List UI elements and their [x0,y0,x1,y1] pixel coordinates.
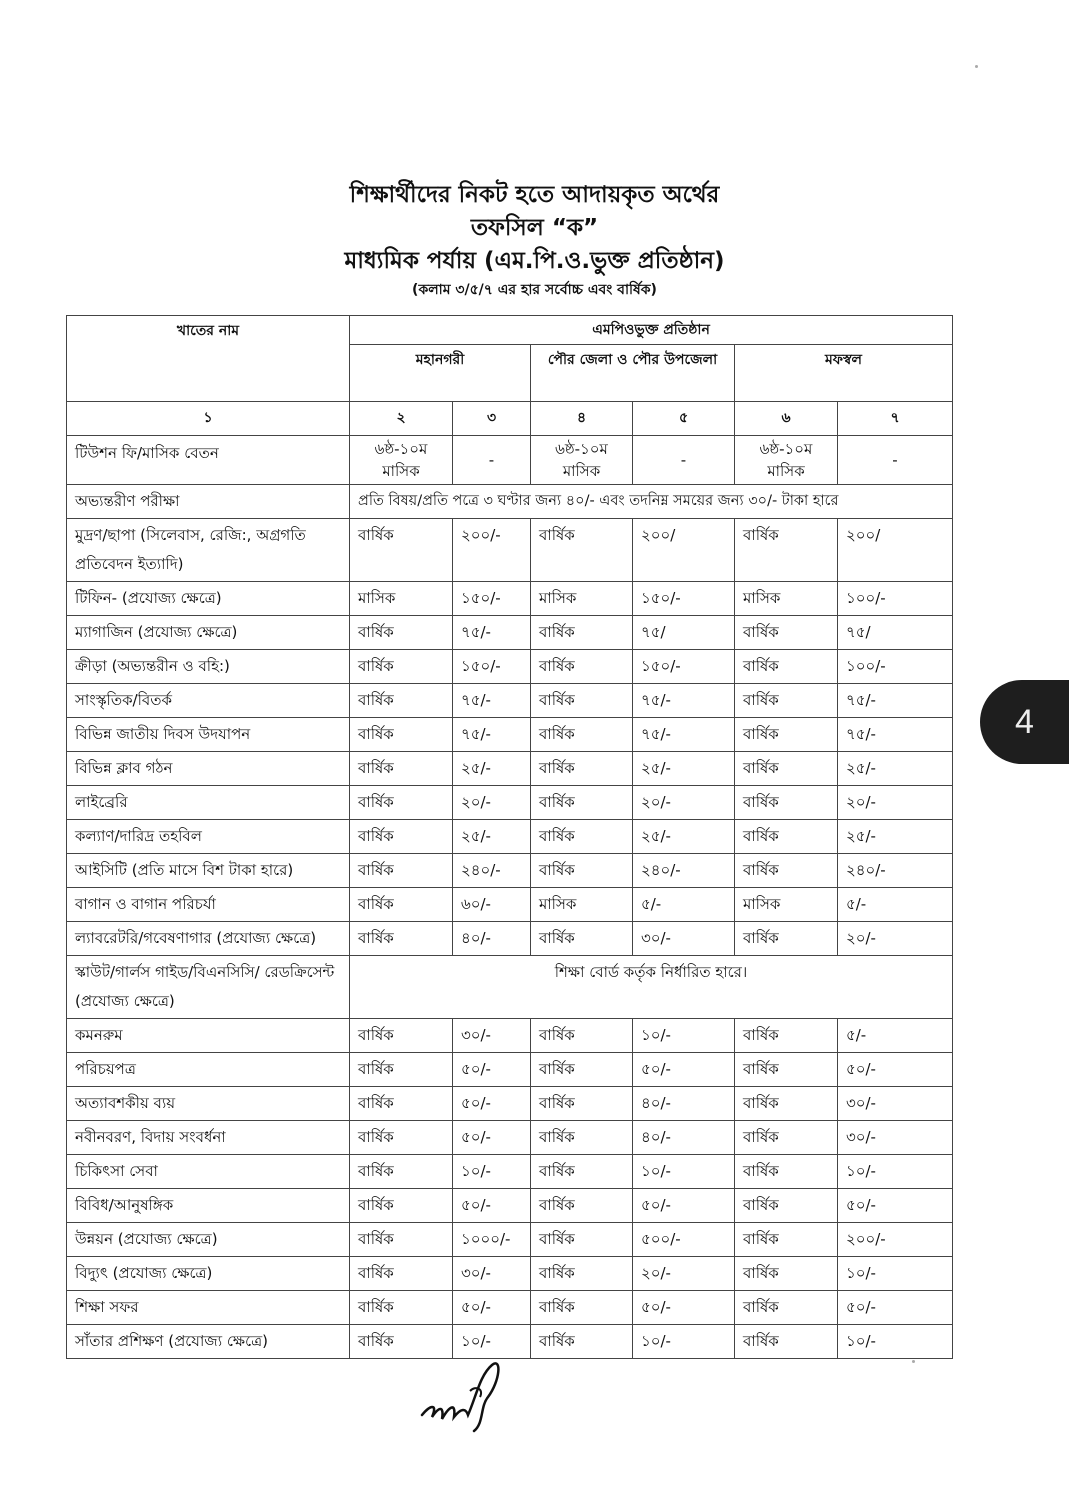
title-line-3: মাধ্যমিক পর্যায় (এম.পি.ও.ভুক্ত প্রতিষ্ঠান) [344,248,725,274]
item-name: উন্নয়ন (প্রযোজ্য ক্ষেত্রে) [67,1223,350,1257]
table-row [67,752,953,786]
frequency-cell: বার্ষিক [350,718,453,752]
table-row [67,1087,953,1121]
table-row [67,786,953,820]
title-line-1: শিক্ষার্থীদের নিকট হতে আদায়কৃত অর্থের [349,182,720,208]
table-row [67,1257,953,1291]
item-name: স্কাউট/গার্লস গাইড/বিএনসিসি/ রেডক্রিসেন্ট (প্রযোজ্য ক্ষেত্রে) [67,956,350,1019]
frequency-cell: বার্ষিক [531,922,633,956]
table-row [67,436,953,485]
header-mpo-institution: এমপিওভুক্ত প্রতিষ্ঠান [350,316,953,345]
subtitle: (কলাম ৩/৫/৭ এর হার সর্বোচ্চ এবং বার্ষিক) [412,282,657,298]
amount-cell: ১০/- [453,1325,531,1359]
frequency-cell: বার্ষিক [350,786,453,820]
frequency-cell: বার্ষিক [350,1291,453,1325]
frequency-cell: বার্ষিক [735,1155,838,1189]
frequency-cell: মাসিক [531,888,633,922]
item-name: লাইব্রেরি [67,786,350,820]
amount-cell: ১৫০/- [453,650,531,684]
col-number: ৬ [735,402,838,436]
frequency-cell: বার্ষিক [350,616,453,650]
frequency-cell: বার্ষিক [735,820,838,854]
header-mofussil: মফস্বল [735,345,953,402]
amount-cell: ১০০/- [838,582,953,616]
amount-cell: ১০/- [633,1019,735,1053]
amount-cell: ৫০০/- [633,1223,735,1257]
cell: ৬ষ্ঠ-১০ম মাসিক [350,436,453,485]
frequency-cell: বার্ষিক [350,1325,453,1359]
amount-cell: ২০০/- [838,1223,953,1257]
amount-cell: ৭৫/ [633,616,735,650]
item-name: বিদ্যুৎ (প্রযোজ্য ক্ষেত্রে) [67,1257,350,1291]
item-name: বাগান ও বাগান পরিচর্যা [67,888,350,922]
frequency-cell: বার্ষিক [735,650,838,684]
frequency-cell: বার্ষিক [531,820,633,854]
frequency-cell: বার্ষিক [350,820,453,854]
amount-cell: ১৫০/- [453,582,531,616]
frequency-cell: বার্ষিক [531,752,633,786]
amount-cell: ৭৫/- [453,616,531,650]
frequency-cell: বার্ষিক [531,1257,633,1291]
table-row [67,1121,953,1155]
frequency-cell: বার্ষিক [350,684,453,718]
amount-cell: ৭৫/- [633,718,735,752]
item-name: পরিচয়পত্র [67,1053,350,1087]
frequency-cell: বার্ষিক [531,1087,633,1121]
col-number: ১ [67,402,350,436]
table-row [67,854,953,888]
table-row [67,1155,953,1189]
amount-cell: ২৪০/- [838,854,953,888]
frequency-cell: বার্ষিক [735,519,838,582]
amount-cell: ৫০/- [453,1087,531,1121]
table-row [67,1053,953,1087]
table-row [67,956,953,1019]
frequency-cell: বার্ষিক [531,650,633,684]
item-name: ম্যাগাজিন (প্রযোজ্য ক্ষেত্রে) [67,616,350,650]
item-name: অভ্যন্তরীণ পরীক্ষা [67,485,350,519]
frequency-cell: বার্ষিক [531,1019,633,1053]
amount-cell: ২৪০/- [633,854,735,888]
amount-cell: ২৫/- [453,820,531,854]
item-name: বিবিধ/আনুষঙ্গিক [67,1189,350,1223]
amount-cell: ১০/- [838,1257,953,1291]
amount-cell: ৪০/- [633,1087,735,1121]
amount-cell: ৩০/- [838,1121,953,1155]
frequency-cell: বার্ষিক [735,752,838,786]
frequency-cell: বার্ষিক [350,1121,453,1155]
frequency-cell: বার্ষিক [350,1223,453,1257]
frequency-cell: বার্ষিক [735,854,838,888]
item-name: নবীনবরণ, বিদায় সংবর্ধনা [67,1121,350,1155]
document-header [0,178,1069,302]
frequency-cell: বার্ষিক [735,1189,838,1223]
frequency-cell: বার্ষিক [350,1019,453,1053]
item-name: সাংস্কৃতিক/বিতর্ক [67,684,350,718]
amount-cell: ২০/- [453,786,531,820]
item-name: অত্যাবশকীয় ব্যয় [67,1087,350,1121]
amount-cell: ১৫০/- [633,582,735,616]
amount-cell: ২৫/- [838,820,953,854]
frequency-cell: বার্ষিক [350,1257,453,1291]
frequency-cell: বার্ষিক [735,1223,838,1257]
frequency-cell: মাসিক [531,582,633,616]
amount-cell: ৭৫/- [838,684,953,718]
amount-cell: ৩০/- [633,922,735,956]
frequency-cell: বার্ষিক [735,1053,838,1087]
item-name: টিউশন ফি/মাসিক বেতন [67,436,350,485]
amount-cell: ৩০/- [838,1087,953,1121]
frequency-cell: বার্ষিক [531,1189,633,1223]
amount-cell: ৬০/- [453,888,531,922]
frequency-cell: বার্ষিক [350,1087,453,1121]
frequency-cell: বার্ষিক [350,1155,453,1189]
amount-cell: ৫/- [633,888,735,922]
frequency-cell: বার্ষিক [531,786,633,820]
internal-exam-note: প্রতি বিষয়/প্রতি পত্রে ৩ ঘণ্টার জন্য ৪০/- এবং তদনিম্ন সময়ের জন্য ৩০/- টাকা হারে [350,485,953,519]
col-number: ৭ [838,402,953,436]
table-row [67,1019,953,1053]
amount-cell: ১০/- [838,1155,953,1189]
frequency-cell: বার্ষিক [735,1019,838,1053]
amount-cell: ৫/- [838,1019,953,1053]
frequency-cell: বার্ষিক [735,718,838,752]
amount-cell: ১০০/- [838,650,953,684]
item-name: বিভিন্ন জাতীয় দিবস উদযাপন [67,718,350,752]
amount-cell: ৫০/- [453,1121,531,1155]
frequency-cell: বার্ষিক [735,1257,838,1291]
amount-cell: ১০০০/- [453,1223,531,1257]
item-name: কল্যাণ/দারিদ্র তহবিল [67,820,350,854]
amount-cell: ১৫০/- [633,650,735,684]
item-name: চিকিৎসা সেবা [67,1155,350,1189]
frequency-cell: মাসিক [735,582,838,616]
amount-cell: ২০/- [838,922,953,956]
amount-cell: ২৫/- [633,752,735,786]
amount-cell: ৭৫/- [633,684,735,718]
amount-cell: ৪০/- [633,1121,735,1155]
title-line-2: তফসিল “ক” [470,215,599,241]
item-name: মুদ্রণ/ছাপা (সিলেবাস, রেজি:, অগ্রগতি প্রতিবেদন ইত্যাদি) [67,519,350,582]
frequency-cell: মাসিক [350,582,453,616]
scan-speck [975,65,978,68]
amount-cell: ৭৫/- [838,718,953,752]
amount-cell: ৩০/- [453,1019,531,1053]
table-row [67,1223,953,1257]
amount-cell: ২০০/ [633,519,735,582]
amount-cell: ১০/- [838,1325,953,1359]
cell: - [453,436,531,485]
frequency-cell: বার্ষিক [350,519,453,582]
fee-table [66,315,953,1359]
amount-cell: ২৫/- [633,820,735,854]
item-name: শিক্ষা সফর [67,1291,350,1325]
scout-note: শিক্ষা বোর্ড কর্তৃক নির্ধারিত হারে। [350,956,953,1019]
amount-cell: ৪০/- [453,922,531,956]
frequency-cell: বার্ষিক [735,1121,838,1155]
frequency-cell: বার্ষিক [350,752,453,786]
table-row [67,820,953,854]
item-name: সাঁতার প্রশিক্ষণ (প্রযোজ্য ক্ষেত্রে) [67,1325,350,1359]
amount-cell: ৫০/- [633,1053,735,1087]
frequency-cell: বার্ষিক [350,1189,453,1223]
amount-cell: ২০/- [633,786,735,820]
amount-cell: ২৪০/- [453,854,531,888]
frequency-cell: বার্ষিক [735,1325,838,1359]
col-number: ৪ [531,402,633,436]
amount-cell: ১০/- [633,1155,735,1189]
frequency-cell: বার্ষিক [735,684,838,718]
table-row [67,888,953,922]
frequency-cell: বার্ষিক [735,1087,838,1121]
frequency-cell: বার্ষিক [350,1053,453,1087]
frequency-cell: বার্ষিক [531,519,633,582]
amount-cell: ৫০/- [453,1189,531,1223]
frequency-cell: বার্ষিক [531,684,633,718]
cell: - [633,436,735,485]
item-name: বিভিন্ন ক্লাব গঠন [67,752,350,786]
page-number-badge: 4 [980,680,1069,764]
frequency-cell: বার্ষিক [531,1291,633,1325]
amount-cell: ৫/- [838,888,953,922]
header-district-municipality: পৌর জেলা ও পৌর উপজেলা [531,345,735,402]
table-row [67,684,953,718]
frequency-cell: বার্ষিক [531,1053,633,1087]
amount-cell: ১০/- [453,1155,531,1189]
frequency-cell: বার্ষিক [735,1291,838,1325]
amount-cell: ২০০/ [838,519,953,582]
frequency-cell: বার্ষিক [531,1155,633,1189]
frequency-cell: বার্ষিক [531,1223,633,1257]
frequency-cell: বার্ষিক [350,650,453,684]
table-row [67,718,953,752]
signature [410,1345,530,1435]
frequency-cell: মাসিক [735,888,838,922]
amount-cell: ৫০/- [633,1291,735,1325]
amount-cell: ৫০/- [838,1053,953,1087]
header-metropolitan: মহানগরী [350,345,531,402]
frequency-cell: বার্ষিক [531,718,633,752]
frequency-cell: বার্ষিক [531,1121,633,1155]
amount-cell: ২০/- [838,786,953,820]
amount-cell: ২৫/- [838,752,953,786]
col-number: ২ [350,402,453,436]
amount-cell: ৫০/- [838,1291,953,1325]
cell: ৬ষ্ঠ-১০ম মাসিক [531,436,633,485]
scan-speck [912,1360,915,1363]
table-row [67,519,953,582]
frequency-cell: বার্ষিক [350,888,453,922]
amount-cell: ৩০/- [453,1257,531,1291]
cell: - [838,436,953,485]
frequency-cell: বার্ষিক [735,922,838,956]
amount-cell: ৫০/- [633,1189,735,1223]
table-row [67,582,953,616]
amount-cell: ২০/- [633,1257,735,1291]
table-row [67,1189,953,1223]
item-name: ল্যাবরেটরি/গবেষণাগার (প্রযোজ্য ক্ষেত্রে) [67,922,350,956]
frequency-cell: বার্ষিক [531,854,633,888]
header-item-name: খাতের নাম [67,316,350,402]
frequency-cell: বার্ষিক [350,854,453,888]
amount-cell: ৭৫/ [838,616,953,650]
amount-cell: ৭৫/- [453,718,531,752]
amount-cell: ৫০/- [453,1291,531,1325]
col-number: ৫ [633,402,735,436]
amount-cell: ৫০/- [453,1053,531,1087]
frequency-cell: বার্ষিক [531,616,633,650]
item-name: আইসিটি (প্রতি মাসে বিশ টাকা হারে) [67,854,350,888]
table-row [67,1291,953,1325]
col-number: ৩ [453,402,531,436]
cell: ৬ষ্ঠ-১০ম মাসিক [735,436,838,485]
item-name: ক্রীড়া (অভ্যন্তরীন ও বহি:) [67,650,350,684]
table-row [67,650,953,684]
frequency-cell: বার্ষিক [531,1325,633,1359]
amount-cell: ১০/- [633,1325,735,1359]
amount-cell: ২৫/- [453,752,531,786]
table-row [67,485,953,519]
table-row [67,922,953,956]
frequency-cell: বার্ষিক [735,616,838,650]
item-name: কমনরুম [67,1019,350,1053]
item-name: টিফিন- (প্রযোজ্য ক্ষেত্রে) [67,582,350,616]
table-row [67,616,953,650]
amount-cell: ২০০/- [453,519,531,582]
frequency-cell: বার্ষিক [350,922,453,956]
amount-cell: ৫০/- [838,1189,953,1223]
frequency-cell: বার্ষিক [735,786,838,820]
amount-cell: ৭৫/- [453,684,531,718]
